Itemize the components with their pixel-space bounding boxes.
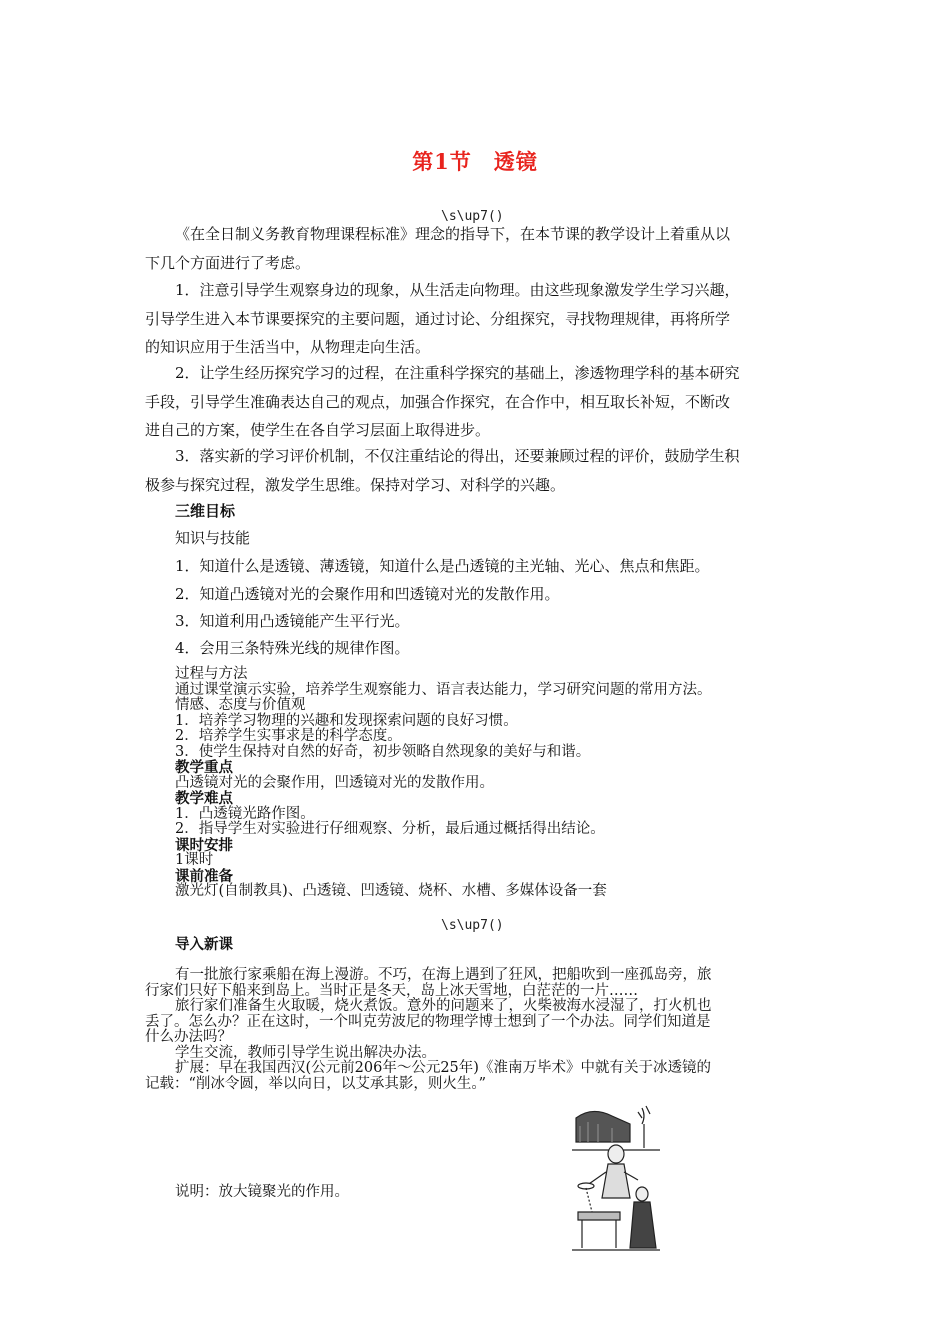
goals-heading: 三维目标	[175, 502, 236, 520]
schedule-heading: 课时安排	[175, 836, 233, 854]
key-point-text: 凸透镜对光的会聚作用，凹透镜对光的发散作用。	[175, 774, 494, 791]
lesson-line: 旅行家们准备生火取暖，烧火煮饭。意外的问题来了，火柴被海水浸湿了，打火机也	[175, 998, 712, 1014]
emotion-item: 1．培养学习物理的兴趣和发现探索问题的良好习惯。	[175, 712, 518, 729]
point-line: 3．落实新的学习评价机制，不仅注重结论的得出，还要兼顾过程的评价，鼓励学生积	[175, 447, 740, 465]
knowledge-item: 3．知道利用凸透镜能产生平行光。	[175, 612, 410, 630]
point-line: 进自己的方案，使学生在各自学习层面上取得进步。	[145, 421, 491, 439]
process-text: 通过课堂演示实验，培养学生观察能力、语言表达能力，学习研究问题的常用方法。	[175, 681, 712, 698]
compact-section	[175, 667, 815, 900]
point-line: 1．注意引导学生观察身边的现象，从生活走向物理。由这些现象激发学生学习兴趣，	[175, 281, 740, 299]
point-1	[145, 276, 805, 362]
point-line: 极参与探究过程，激发学生思维。保持对学习、对科学的兴趣。	[145, 475, 566, 494]
lesson-heading: 导入新课	[175, 936, 233, 953]
difficulty-item: 2．指导学生对实验进行仔细观察、分析，最后通过概括得出结论。	[175, 821, 605, 837]
lesson-paragraphs	[145, 968, 805, 1092]
key-point-heading: 教学重点	[175, 759, 233, 776]
emotion-heading: 情感、态度与价值观	[175, 697, 306, 713]
field-code: \s\up7()	[441, 918, 504, 933]
knowledge-item: 4．会用三条特殊光线的规律作图。	[175, 639, 410, 657]
intro-paragraph	[145, 220, 805, 277]
lesson-line: 记载：“削冰令圆，举以向日，以艾承其影，则火生。”	[145, 1075, 487, 1092]
difficulty-item: 1．凸透镜光路作图。	[175, 805, 315, 822]
point-line: 的知识应用于生活当中，从物理走向生活。	[145, 338, 431, 356]
prep-text: 激光灯(自制教具)、凸透镜、凹透镜、烧杯、水槽、多媒体设备一套	[175, 883, 607, 899]
lesson-line: 扩展：早在我国西汉(公元前206年～公元25年)《淮南万毕术》中就有关于冰透镜的	[175, 1060, 711, 1076]
page-title: 第1节 透镜	[412, 149, 538, 174]
illustration-caption: 说明：放大镜聚光的作用。	[175, 1184, 349, 1200]
process-heading: 过程与方法	[175, 666, 248, 682]
field-code: \s\up7()	[441, 209, 504, 224]
knowledge-heading: 知识与技能	[175, 529, 251, 547]
difficulty-heading: 教学难点	[175, 790, 233, 807]
intro-line: 下几个方面进行了考虑。	[145, 253, 311, 272]
lesson-line: 丢了。怎么办？正在这时，一个叫克劳波尼的物理学博士想到了一个办法。同学们知道是	[145, 1013, 711, 1030]
point-line: 2．让学生经历探究学习的过程，在注重科学探究的基础上，渗透物理学科的基本研究	[175, 364, 740, 382]
lesson-line: 有一批旅行家乘船在海上漫游。不巧，在海上遇到了狂风，把船吹到一座孤岛旁，旅	[175, 967, 712, 983]
lesson-line: 什么办法吗？	[145, 1029, 232, 1045]
lens-fire-illustration	[572, 1102, 660, 1260]
point-3	[145, 442, 805, 499]
lesson-line: 学生交流，教师引导学生说出解决办法。	[175, 1044, 436, 1061]
knowledge-item: 2．知道凸透镜对光的会聚作用和凹透镜对光的发散作用。	[175, 585, 560, 603]
point-2	[145, 359, 805, 445]
intro-line: 《在全日制义务教育物理课程标准》理念的指导下，在本节课的教学设计上着重从以	[175, 225, 731, 243]
point-line: 手段，引导学生准确表达自己的观点，加强合作探究，在合作中，相互取长补短，不断改	[145, 392, 731, 411]
lesson-line: 行家们只好下船来到岛上。当时正是冬天，岛上冰天雪地，白茫茫的一片……	[145, 982, 638, 999]
emotion-item: 2．培养学生实事求是的科学态度。	[175, 728, 402, 744]
prep-heading: 课前准备	[175, 867, 233, 885]
point-line: 引导学生进入本节课要探究的主要问题，通过讨论、分组探究，寻找物理规律，再将所学	[145, 309, 731, 328]
emotion-item: 3．使学生保持对自然的好奇，初步领略自然现象的美好与和谐。	[175, 743, 591, 760]
schedule-text: 1课时	[175, 852, 214, 868]
knowledge-item: 1．知道什么是透镜、薄透镜，知道什么是凸透镜的主光轴、光心、焦点和焦距。	[175, 557, 710, 575]
